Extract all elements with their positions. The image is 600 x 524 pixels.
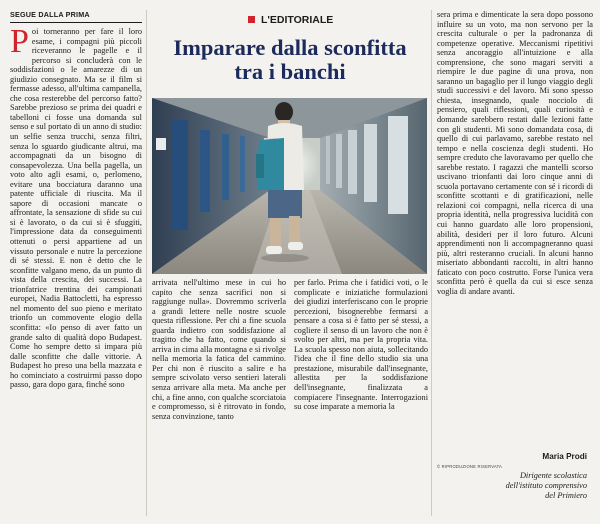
right-column <box>437 10 593 516</box>
left-column-body: oi torneranno per fare il loro esame, i compagni più piccoli riceveranno le pagelle e il percorso si concluderà con le soddisfazioni o le amarezze di un giudizio consegnato. Ma se il film si fermasse adesso, all'ultima campanella, che cosa resterebbe del percorso fatto? Sarebbe prezioso se prima dei quadri e tabelloni ci fosse una domanda sul senso e sul portato di un anno di studio: un selfie senza trucchi, senza filtri, senza lo sguardo giudicante altrui, ma accompagnati da un bisogno di consapevolezza. Una bella pagella, un voto alto agli esami, o, perlomeno, evitare una bocciatura daranno una patente ufficiale di riuscita. Ma il sapore di occasioni mancate o affrontate, la sensazione di sfide su cui si è lavorato, o da cui si è sfuggiti, l'impressione data da conseguimenti ottenuti o persi appartiene ad un vissuto personale e nutre la percezione di sé stessi. E non è detto che le sconfitte valgano meno, da un punto di vista della crescita, dei successi. La trionfatrice trentina dei campionati europei, Nadia Battocletti, ha espresso nel momento del suo pieno e meritato trionfo un commovente elogio della sconfitta: «Io penso di aver fatto un grande salto di qualità dopo Budapest. Come ho sempre detto si impara più dalle sconfitte che dalle vittorie. A Budapest ho preso una bella mazzata e ho cominciato a costruirmi passo dopo passo, gara dopo gara, finché sono <box>10 27 142 390</box>
left-column <box>10 10 142 516</box>
headline-line-2: tra i banchi <box>234 59 346 84</box>
kicker-label: L'EDITORIALE <box>261 14 334 26</box>
author-role <box>437 471 587 500</box>
rights-notice: © RIPRODUZIONE RISERVATA <box>437 464 503 469</box>
left-column-text <box>10 23 142 390</box>
middle-column-2-text: per farlo. Prima che i fatidici voti, o le complicate e iniziatiche formulazioni dei giudizi interferiscano con le proprie percezioni, bisognerebbe fermarsi a pensare a cosa si è fatto per sé stessi, a cogliere il senso di un lavoro che non è svolto per altri, ma per la propria vita. La scuola spesso non aiuta, sollecitando l'idea che il fine dello studio sia una prestazione, misurabile dall'insegnante, allestita per la soddisfazione dell'insegnante, finalizzata a compiacere l'insegnante. Interrogazioni su cose imparate a memoria la <box>294 278 428 412</box>
headline-line-1: Imparare dalla sconfitta <box>173 35 407 60</box>
author-signature <box>437 452 587 500</box>
column-divider <box>431 10 432 516</box>
author-name: Maria Prodi <box>542 452 587 461</box>
headline <box>150 36 430 84</box>
right-column-text: sera prima e dimenticate la sera dopo possono influire su un voto, ma non servono per la crescita culturale o per la padronanza di competenze operative. Meccanismi ripetitivi senza ancoraggio all'intuizione e alla comprensione, che sono magari serviti a riempire le due pagine di una prova, non saranno un bagaglio per il lungo viaggio degli studi successivi e del lavoro. Mi sono spesso chiesta, insegnando, quale nocciolo di pensiero, quali riflessioni, quali curiosità e domande sarebbero restati dalle lezioni fatte con gli studenti. Mi sono domandata cosa, di quello di cui parlavamo, sarebbe restato nel tempo e nella coscienza degli studenti. Ho sempre creduto che lavoravamo per quello che sarebbe restato. I ragazzi che mantelli scorso uscivano trionfanti dai loro cinque anni di scuola portavano certamente con sé i ricordi di sconfitte scottanti e di gratificazioni, nelle relazioni coi compagni, nella ricerca di una propria identità, nella progressiva lucidità con cui hanno guardato alle loro propensioni, abilità, desideri per il loro futuro. Alcuni apprendimenti non li accompagneranno quasi più, altri resteranno cruciali. In alcuni hanno miseriato abbondanti raccolti, in altri hanno faticato con poco costrutto. Forse l'unica vera sconfitta però è quella da cui si esce senza voglia di andare avanti. <box>437 10 593 296</box>
red-square-icon <box>248 16 255 23</box>
dropcap: P <box>10 23 29 60</box>
article-photo <box>152 98 427 274</box>
editorial-kicker <box>248 14 408 26</box>
middle-column-2 <box>294 278 428 518</box>
corridor-photo-icon <box>152 98 427 274</box>
author-role-line-2: dell'istituto comprensivo <box>505 480 587 490</box>
column-divider <box>146 10 147 516</box>
middle-column-1 <box>152 278 286 518</box>
author-role-line-3: del Primiero <box>545 490 587 500</box>
middle-column-1-text: arrivata nell'ultimo mese in cui ho capito che senza sacrifici non si raggiunge nulla». Dovremmo scriverla a grandi lettere nelle nostre scuole questa riflessione. Per chi a fine scuola guarda indietro con soddisfazione al tragitto che ha fatto, come quando si arriva in cima alla montagna e si rivolge nella memoria la fatica del cammino. Per chi non è riuscito a salire e ha sempre scivolato verso sentieri laterali senza arrivare alla meta. Ma anche per chi, a fine anno, con qualche scorciatoia e compromesso, si è ritrovato in fondo, senza convinzione, tanto <box>152 278 286 421</box>
section-label: SEGUE DALLA PRIMA <box>10 10 142 23</box>
author-role-line-1: Dirigente scolastica <box>519 471 587 480</box>
